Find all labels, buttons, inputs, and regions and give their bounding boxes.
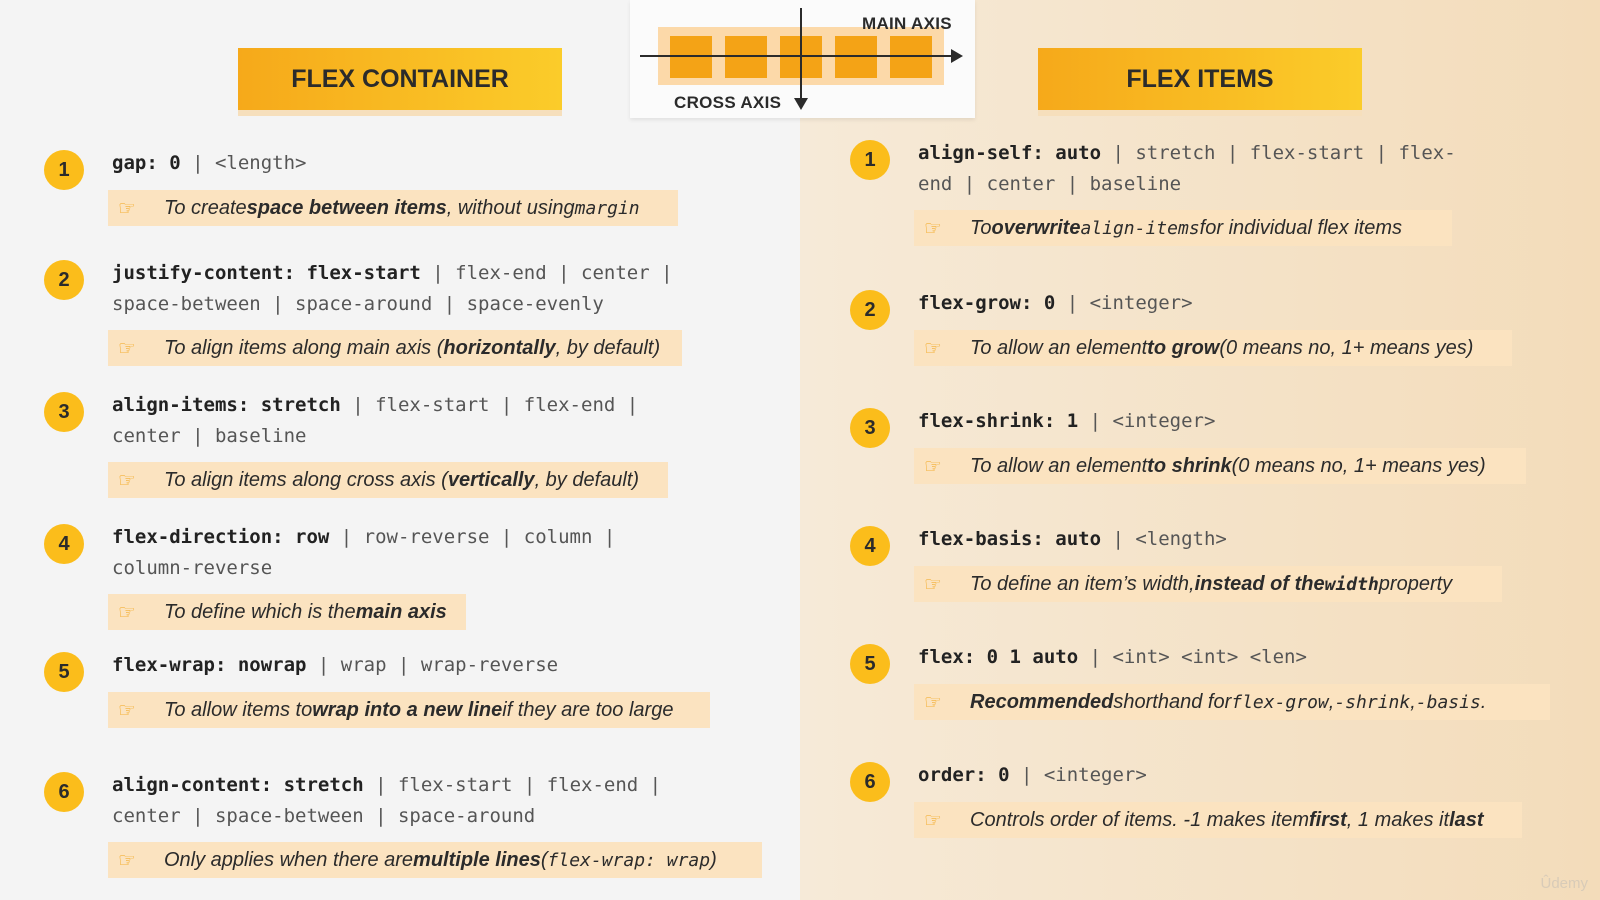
property-values: | <int> <int> <len> (1078, 646, 1307, 668)
property-tip (108, 190, 678, 226)
tip-text: ) (710, 848, 717, 871)
property-tip (108, 842, 762, 878)
property-values: | row-reverse | column | (329, 526, 616, 548)
step-number-badge: 1 (44, 150, 84, 190)
step-number-badge: 5 (44, 652, 84, 692)
step-number-badge: 1 (850, 140, 890, 180)
property-values-continued: space-between | space-around | space-evenly (112, 293, 604, 315)
tip-text: space between items (246, 196, 447, 219)
property-values: | wrap | wrap-reverse (306, 654, 559, 676)
tip-text: To (970, 216, 992, 239)
tip-text: (0 means no, 1+ means yes) (1219, 336, 1474, 359)
property-tip (914, 684, 1550, 720)
step-number-badge: 4 (44, 524, 84, 564)
pointing-hand-icon: ☞ (924, 337, 942, 360)
tip-text: vertically (447, 468, 535, 491)
tip-text: flex-grow (1231, 691, 1329, 713)
tip-text: first (1309, 808, 1347, 831)
property-default: flex-grow: 0 (918, 292, 1056, 314)
tip-text: instead of the (1194, 572, 1325, 595)
property-tip (108, 330, 682, 366)
tip-text: last (1449, 808, 1484, 831)
step-number-badge: 4 (850, 526, 890, 566)
pointing-hand-icon: ☞ (924, 691, 942, 714)
tip-text: To align items along cross axis ( (164, 468, 448, 491)
property-values-continued: center | baseline (112, 425, 307, 447)
property-values-continued: end | center | baseline (918, 173, 1182, 195)
pointing-hand-icon: ☞ (924, 573, 942, 596)
tip-text: To define which is the (164, 600, 356, 623)
tip-text: flex-wrap: wrap (547, 849, 711, 871)
property-tip (914, 210, 1452, 246)
tip-text: wrap into a new line (312, 698, 503, 721)
property-default: align-content: stretch (112, 774, 364, 796)
property-values: | <length> (180, 152, 307, 174)
pointing-hand-icon: ☞ (118, 337, 136, 360)
tip-text: main axis (355, 600, 447, 623)
cross-axis-label: CROSS AXIS (674, 93, 782, 112)
main-axis-label: MAIN AXIS (862, 14, 952, 33)
step-number-badge: 6 (44, 772, 84, 812)
step-number-badge: 3 (850, 408, 890, 448)
property-syntax (112, 522, 615, 584)
property-tip (914, 802, 1522, 838)
property-values: | <integer> (1009, 764, 1147, 786)
pointing-hand-icon: ☞ (118, 601, 136, 624)
property-values-continued: column-reverse (112, 557, 273, 579)
tip-text: overwrite (991, 216, 1081, 239)
property-syntax (112, 650, 558, 681)
tip-text: To allow items to (164, 698, 313, 721)
cross-axis-arrow-icon (794, 98, 808, 110)
tip-text: -basis (1415, 691, 1481, 713)
tip-text: Recommended (970, 690, 1114, 713)
pointing-hand-icon: ☞ (118, 699, 136, 722)
main-axis-arrow-icon (951, 49, 963, 63)
property-syntax (112, 770, 661, 832)
property-default: align-self: auto (918, 142, 1102, 164)
property-tip (914, 566, 1502, 602)
property-syntax (918, 524, 1227, 555)
step-number-badge: 2 (44, 260, 84, 300)
tip-text: width (1324, 573, 1379, 595)
tip-text: Only applies when there are (164, 848, 414, 871)
flex-container-title: FLEX CONTAINER (238, 48, 562, 110)
property-syntax (112, 148, 306, 179)
property-values: | flex-end | center | (420, 262, 673, 284)
property-tip (914, 448, 1526, 484)
tip-text: margin (574, 197, 640, 219)
pointing-hand-icon: ☞ (924, 455, 942, 478)
tip-text: , (1328, 690, 1335, 713)
property-syntax (112, 390, 638, 452)
tip-text: , by default) (555, 336, 661, 359)
property-values: | <length> (1101, 528, 1227, 550)
property-default: flex: 0 1 auto (918, 646, 1079, 668)
pointing-hand-icon: ☞ (924, 217, 942, 240)
property-default: flex-direction: row (112, 526, 330, 548)
property-syntax (918, 138, 1456, 200)
tip-text: To create (164, 196, 247, 219)
property-tip (108, 594, 466, 630)
property-default: flex-basis: auto (918, 528, 1102, 550)
pointing-hand-icon: ☞ (118, 849, 136, 872)
property-values: | flex-start | flex-end | (340, 394, 639, 416)
flex-item-box (670, 36, 712, 78)
flex-item-box (835, 36, 877, 78)
step-number-badge: 6 (850, 762, 890, 802)
property-values: | <integer> (1055, 292, 1193, 314)
property-default: align-items: stretch (112, 394, 341, 416)
pointing-hand-icon: ☞ (118, 469, 136, 492)
property-default: flex-wrap: nowrap (112, 654, 307, 676)
tip-text: , 1 makes it (1346, 808, 1450, 831)
axis-diagram (630, 0, 975, 118)
tip-text: Controls order of items. -1 makes item (970, 808, 1309, 831)
property-tip (108, 462, 668, 498)
tip-text: property (1378, 572, 1453, 595)
main-axis-line (640, 55, 953, 57)
tip-text: , without using (446, 196, 575, 219)
pointing-hand-icon: ☞ (118, 197, 136, 220)
property-values: | <integer> (1078, 410, 1216, 432)
property-tip (108, 692, 710, 728)
property-syntax (918, 288, 1193, 319)
tip-text: for individual flex items (1199, 216, 1402, 239)
property-default: order: 0 (918, 764, 1010, 786)
property-default: justify-content: flex-start (112, 262, 421, 284)
tip-text: -shrink (1334, 691, 1411, 713)
step-number-badge: 5 (850, 644, 890, 684)
tip-text: to shrink (1147, 454, 1232, 477)
tip-text: shorthand for (1113, 690, 1232, 713)
tip-text: To allow an element (970, 336, 1148, 359)
tip-text: , by default) (534, 468, 640, 491)
property-syntax (918, 760, 1147, 791)
property-values-continued: center | space-between | space-around (112, 805, 536, 827)
step-number-badge: 3 (44, 392, 84, 432)
tip-text: to grow (1147, 336, 1220, 359)
cross-axis-line (800, 8, 802, 100)
udemy-watermark: Ûdemy (1540, 875, 1588, 892)
tip-text: if they are too large (502, 698, 674, 721)
property-values: | stretch | flex-start | flex- (1101, 142, 1456, 164)
flex-item-box (725, 36, 767, 78)
tip-text: ( (540, 848, 548, 871)
property-values: | flex-start | flex-end | (363, 774, 662, 796)
tip-text: (0 means no, 1+ means yes) (1231, 454, 1486, 477)
property-syntax (112, 258, 673, 320)
property-syntax (918, 406, 1215, 437)
tip-text: To define an item’s width, (970, 572, 1195, 595)
flex-items-title: FLEX ITEMS (1038, 48, 1362, 110)
property-default: gap: 0 (112, 152, 181, 174)
pointing-hand-icon: ☞ (924, 809, 942, 832)
tip-text: horizontally (443, 336, 556, 359)
tip-text: , (1410, 690, 1416, 713)
tip-text: multiple lines (413, 848, 541, 871)
step-number-badge: 2 (850, 290, 890, 330)
tip-text: align-items (1080, 217, 1200, 239)
property-tip (914, 330, 1512, 366)
property-syntax (918, 642, 1307, 673)
tip-text: To align items along main axis ( (164, 336, 444, 359)
tip-text: To allow an element (970, 454, 1148, 477)
property-default: flex-shrink: 1 (918, 410, 1079, 432)
tip-text: . (1480, 690, 1487, 713)
flex-item-box (890, 36, 932, 78)
